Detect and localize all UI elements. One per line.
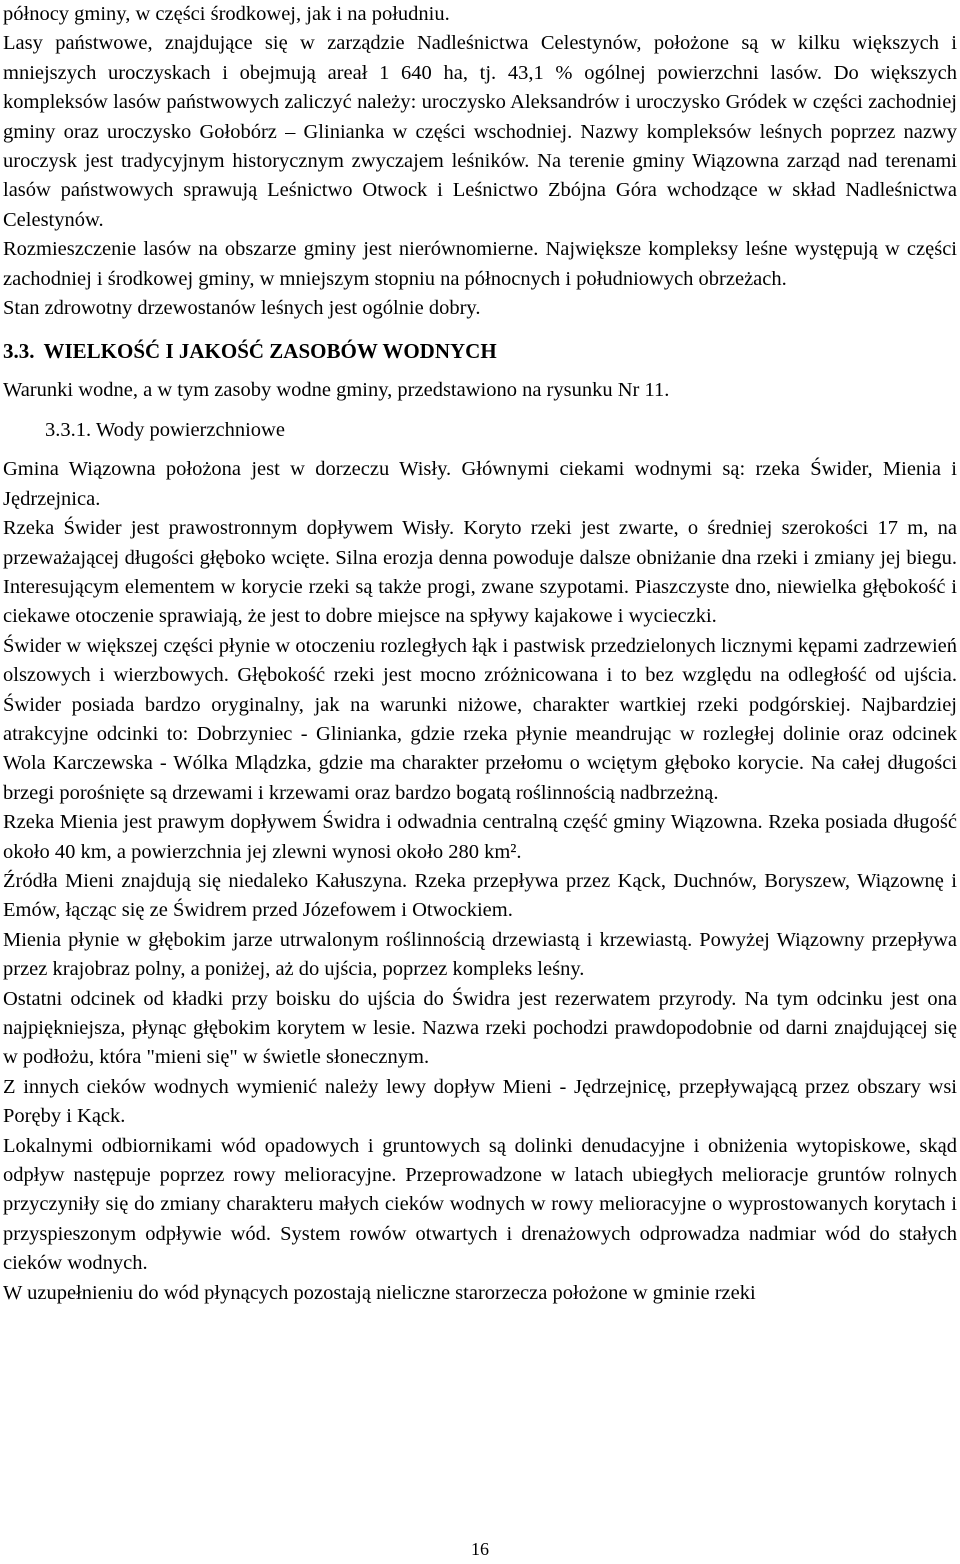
section-title: WIELKOŚĆ I JAKOŚĆ ZASOBÓW WODNYCH xyxy=(43,339,497,364)
paragraph: Świder w większej części płynie w otoczeniu rozległych łąk i pastwisk przedzielonych licznymi kępami zadrzewień olszowych i wierzbowych. Głębokość rzeki jest mocno zróżnicowana i to bez względu na odległość od ujścia. Świder posiada bardzo oryginalny, jak na warunki niżowe, charakter wartkiej rzeki podgórskiej. Najbardziej atrakcyjne odcinki to: Dobrzyniec - Glinianka, gdzie rzeka płynie meandrując w rozległej dolinie oraz odcinek Wola Karczewska - Wólka Mlądzka, gdzie ma charakter przełomu o wciętym głęboko korycie. Na całej długości brzegi porośnięte są drzewami i krzewami oraz bardzo bogatą roślinnością nadbrzeżną. xyxy=(3,634,957,804)
text-block-waters xyxy=(3,455,957,1308)
paragraph: Z innych cieków wodnych wymienić należy lewy dopływ Mieni - Jędrzejnicę, przepływającą przez obszary wsi Poręby i Kąck. xyxy=(3,1075,957,1128)
subsection-heading: 3.3.1. Wody powierzchniowe xyxy=(45,418,285,441)
paragraph: Mienia płynie w głębokim jarze utrwalonym roślinnością drzewiastą i krzewiastą. Powyżej Wiązowny przepływa przez krajobraz polny, a poniżej, aż do ujścia, poprzez kompleks leśny. xyxy=(3,928,957,981)
paragraph: Rzeka Mienia jest prawym dopływem Świdra i odwadnia centralną część gminy Wiązowna. Rzeka posiada długość około 40 km, a powierzchnia jej zlewni wynosi około 280 km². xyxy=(3,811,957,863)
paragraph: Ostatni odcinek od kładki przy boisku do ujścia do Świdra jest rezerwatem przyrody. Na tym odcinku jest ona najpiękniejsza, płynąc głębokim korytem w lesie. Nazwa rzeki pochodzi prawdopodobnie od darni znajdującej się w podłożu, która "mieni się" w świetle słonecznym. xyxy=(3,987,957,1069)
text-block-forests xyxy=(3,0,957,323)
paragraph: północy gminy, w części środkowej, jak i na południu. xyxy=(3,3,450,25)
section-intro: Warunki wodne, a w tym zasoby wodne gminy, przedstawiono na rysunku Nr 11. xyxy=(3,379,670,402)
paragraph: Rzeka Świder jest prawostronnym dopływem Wisły. Koryto rzeki jest zwarte, o średniej szerokości 17 m, na przeważającej długości głęboko wcięte. Silna erozja denna powoduje dalsze obniżanie dna rzeki i zmiany jej biegu. Interesującym elementem w korycie rzeki są także progi, zwane szypotami. Piaszczyste dno, niewielka głębokość i ciekawe otoczenie sprawiają, że jest to dobre miejsce na spływy kajakowe i wycieczki. xyxy=(3,517,957,628)
paragraph: Gmina Wiązowna położona jest w dorzeczu Wisły. Głównymi ciekami wodnymi są: rzeka Świder, Mienia i Jędrzejnica. xyxy=(3,458,957,510)
paragraph: Stan zdrowotny drzewostanów leśnych jest ogólnie dobry. xyxy=(3,297,481,320)
paragraph: Źródła Mieni znajdują się niedaleko Kałuszyna. Rzeka przepływa przez Kąck, Duchnów, Boryszew, Wiązownę i Emów, łącząc się ze Świdrem przed Józefowem i Otwockiem. xyxy=(3,869,957,922)
section-number: 3.3. xyxy=(3,339,35,364)
paragraph: Rozmieszczenie lasów na obszarze gminy jest nierównomierne. Największe kompleksy leśne występują w części zachodniej i środkowej gminy, w mniejszym stopniu na północnych i południowych obrzeżach. xyxy=(3,238,957,290)
page-number: 16 xyxy=(471,1539,489,1559)
paragraph: Lasy państwowe, znajdujące się w zarządzie Nadleśnictwa Celestynów, położone są w kilku większych i mniejszych uroczyskach i obejmują areał 1 640 ha, tj. 43,1 % ogólnej powierzchni lasów. Do większych kompleksów lasów państwowych zaliczyć należy: uroczysko Aleksandrów i uroczysko Gródek w części zachodniej gminy oraz uroczysko Gołobórz – Glinianka w części wschodniej. Nazwy kompleksów leśnych poprzez nazwy uroczysk jest tradycyjnym historycznym zwyczajem leśników. Na terenie gminy Wiązowna zarząd nad terenami lasów państwowych sprawują Leśnictwo Otwock i Leśnictwo Zbójna Góra wchodzące w skład Nadleśnictwa Celestynów. xyxy=(3,32,957,231)
paragraph: Lokalnymi odbiornikami wód opadowych i gruntowych są dolinki denudacyjne i obniżenia wytopiskowe, skąd odpływ następuje poprzez rowy melioracyjne. Przeprowadzone w latach ubiegłych melioracje gruntów rolnych przyczyniły się do zmiany charakteru małych cieków wodnych w rowy melioracyjne o wyprostowanych korytach i przyspieszonym odpływie wód. System rowów otwartych i drenażowych odprowadza nadmiar wód do stałych cieków wodnych. xyxy=(3,1134,957,1275)
paragraph: W uzupełnieniu do wód płynących pozostają nieliczne starorzecza położone w gminie rzeki xyxy=(3,1281,756,1304)
section-heading xyxy=(3,337,957,366)
